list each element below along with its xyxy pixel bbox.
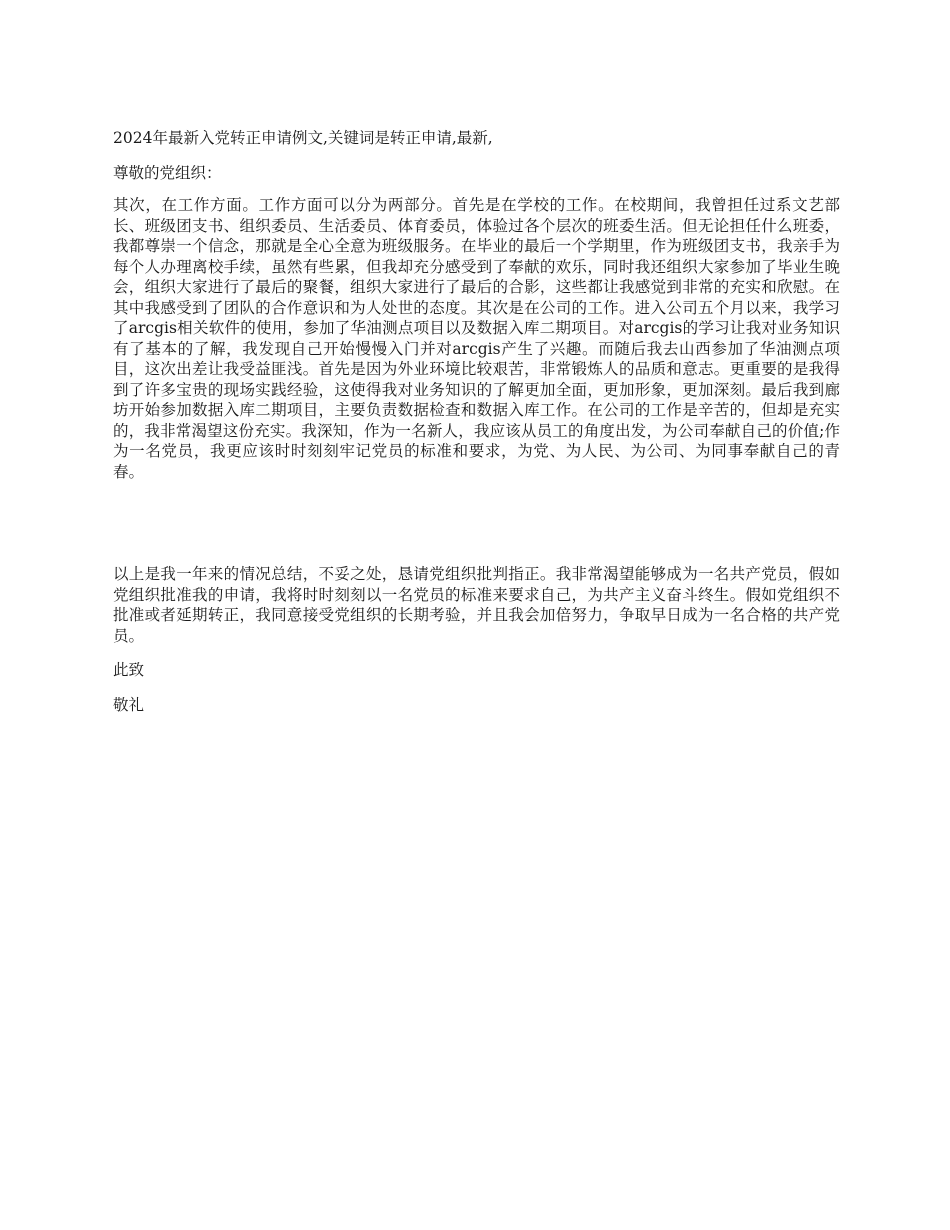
closing-jingli: 敬礼 — [113, 695, 145, 714]
document-page — [113, 128, 840, 729]
salutation: 尊敬的党组织： — [113, 163, 222, 182]
closing-cizhi: 此致 — [113, 661, 145, 679]
body-paragraph-work: 其次，在工作方面。工作方面可以分为两部分。首先是在学校的工作。在校期间，我曾担任过系文艺部长、班级团支书、组织委员、生活委员、体育委员，体验过各个层次的班委生活。但无论担任什么班委，我都尊崇一个信念，那就是全心全意为班级服务。在毕业的最后一个学期里，作为班级团支书，我亲手为每个人办理离校手续，虽然有些累，但我却充分感受到了奉献的欢乐，同时我还组织大家参加了毕业生晚会，组织大家进行了最后的聚餐，组织大家进行了最后的合影，这些都让我感觉到非常的充实和欣慰。在其中我感受到了团队的合作意识和为人处世的态度。其次是在公司的工作。进入公司五个月以来，我学习了arcgis相关软件的使用，参加了华油测点项目以及数据入库二期项目。对arcgis的学习让我对业务知识有了基本的了解，我发现自己开始慢慢入门并对arcgis产生了兴趣。而随后我去山西参加了华油测点项目，这次出差让我受益匪浅。首先是因为外业环境比较艰苦，非常锻炼人的品质和意志。更重要的是我得到了许多宝贵的现场实践经验，这使得我对业务知识的了解更加全面，更加形象，更加深刻。最后我到廊坊开始参加数据入库二期项目，主要负责数据检查和数据入库工作。在公司的工作是辛苦的，但却是充实的，我非常渴望这份充实。我深知，作为一名新人，我应该从员工的角度出发，为公司奉献自己的价值;作为一名党员，我更应该时时刻刻牢记党员的标准和要求，为党、为人民、为公司、为同事奉献自己的青春。 — [113, 196, 840, 481]
paragraph-spacer — [113, 482, 840, 564]
body-paragraph-summary: 以上是我一年来的情况总结，不妥之处，恳请党组织批判指正。我非常渴望能够成为一名共产党员，假如党组织批准我的申请，我将时时刻刻以一名党员的标准来要求自己，为共产主义奋斗终生。假如党组织不批准或者延期转正，我同意接受党组织的长期考验，并且我会加倍努力，争取早日成为一名合格的共产党员。 — [113, 565, 840, 645]
document-title-line: 2024年最新入党转正申请例文,关键词是转正申请,最新, — [113, 129, 493, 147]
